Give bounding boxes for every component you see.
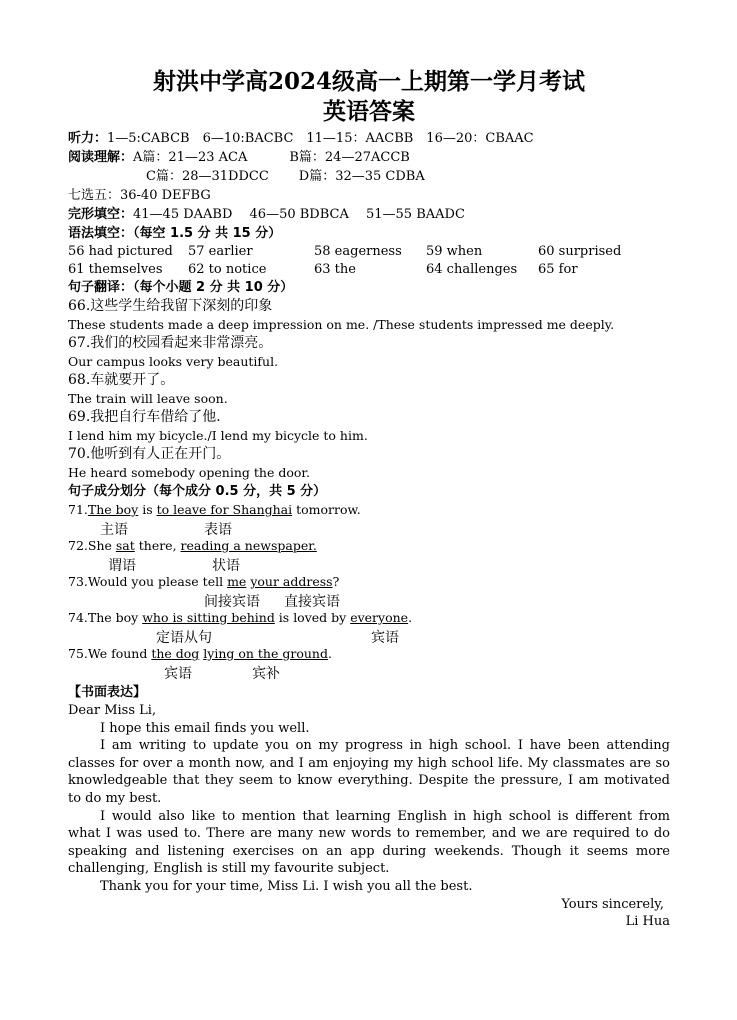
sentence-72: 72.She sat there, reading a newspaper. [68, 538, 317, 553]
translation-a70: He heard somebody opening the door. [68, 465, 310, 480]
translation-q70: 70.他听到有人正在开门。 [68, 446, 231, 462]
translation-heading: 句子翻译：（每个小题 2 分 共 10 分） [68, 280, 294, 295]
translation-a67: Our campus looks very beautiful. [68, 354, 279, 369]
page-title: 射洪中学高2024级高一上期第一学月考试 [152, 68, 585, 95]
translation-q69: 69.我把自行车借给了他. [68, 409, 221, 425]
translation-a66: These students made a deep impression on me. /These students impressed me deeply. [68, 317, 615, 332]
seven-five-answers: 七选五：36-40 DEFBG [68, 188, 211, 203]
letter-signature: Li Hua [625, 914, 670, 930]
grammar-row-1: 56 had pictured 57 earlier 58 eagerness 59 when 60 surprised [68, 244, 622, 259]
sentence-73: 73.Would you please tell me your address? [68, 574, 340, 589]
cloze-answers: 完形填空：41—45 DAABD 46—50 BDBCA 51—55 BAADC [68, 207, 465, 222]
grammar-row-2: 61 themselves 62 to notice 63 the 64 challenges 65 for [68, 261, 578, 277]
translation-q66: 66.这些学生给我留下深刻的印象 [68, 298, 273, 314]
letter-paragraph-1: I hope this email finds you well. [100, 720, 310, 736]
sentence-74: 74.The boy who is sitting behind is loved by everyone. [68, 610, 413, 625]
letter-paragraph-2: I am writing to update you on my progress in high school. I have been attending classes for over a month now, and I am enjoying my high school life. My classmates are so knowledgeable that they seem to know everything. Despite the pressure, I am motivated to do my best. [68, 738, 670, 806]
grammar-heading: 语法填空：（每空 1.5 分 共 15 分） [68, 226, 282, 241]
translation-a69: I lend him my bicycle./I lend my bicycle to him. [68, 428, 368, 443]
sentence-71: 71.The boy is to leave for Shanghai tomorrow. [68, 502, 361, 517]
translation-q67: 67.我们的校园看起来非常漂亮。 [68, 335, 273, 351]
gloss-73: 间接宾语 直接宾语 [204, 594, 340, 610]
letter-paragraph-3: I would also like to mention that learning English in high school is different from what I was used to. There are many new words to remember, and we are required to do speaking and listening exercises on an app during weekends. Though it seems more challenging, English is still my favourite subject. [68, 808, 670, 877]
letter-greeting: Dear Miss Li, [68, 703, 157, 718]
translation-a68: The train will leave soon. [68, 391, 228, 406]
letter-closing: Yours sincerely, [561, 896, 664, 912]
gloss-74: 定语从句 宾语 [156, 630, 399, 646]
page-subtitle: 英语答案 [323, 98, 415, 125]
answer-sheet [68, 68, 670, 931]
translation-q68: 68.车就要开了。 [68, 372, 175, 388]
sentence-75: 75.We found the dog lying on the ground. [68, 646, 332, 661]
listening-answers: 听力：1—5:CABCB 6—10:BACBC 11—15：AACBB 16—20：CBAAC [68, 131, 534, 146]
components-heading: 句子成分划分（每个成分 0.5 分，共 5 分） [68, 484, 327, 499]
reading-answers-row1: 阅读理解：A篇：21—23 ACA B篇：24—27ACCB [68, 150, 410, 165]
gloss-71: 主语 表语 [100, 522, 232, 538]
writing-heading: 【书面表达】 [68, 685, 147, 700]
reading-answers-row2: C篇：28—31DDCC D篇：32—35 CDBA [146, 169, 425, 184]
gloss-72: 谓语 状语 [108, 558, 240, 574]
letter-paragraph-4: Thank you for your time, Miss Li. I wish you all the best. [100, 878, 473, 894]
gloss-75: 宾语 宾补 [164, 666, 280, 682]
